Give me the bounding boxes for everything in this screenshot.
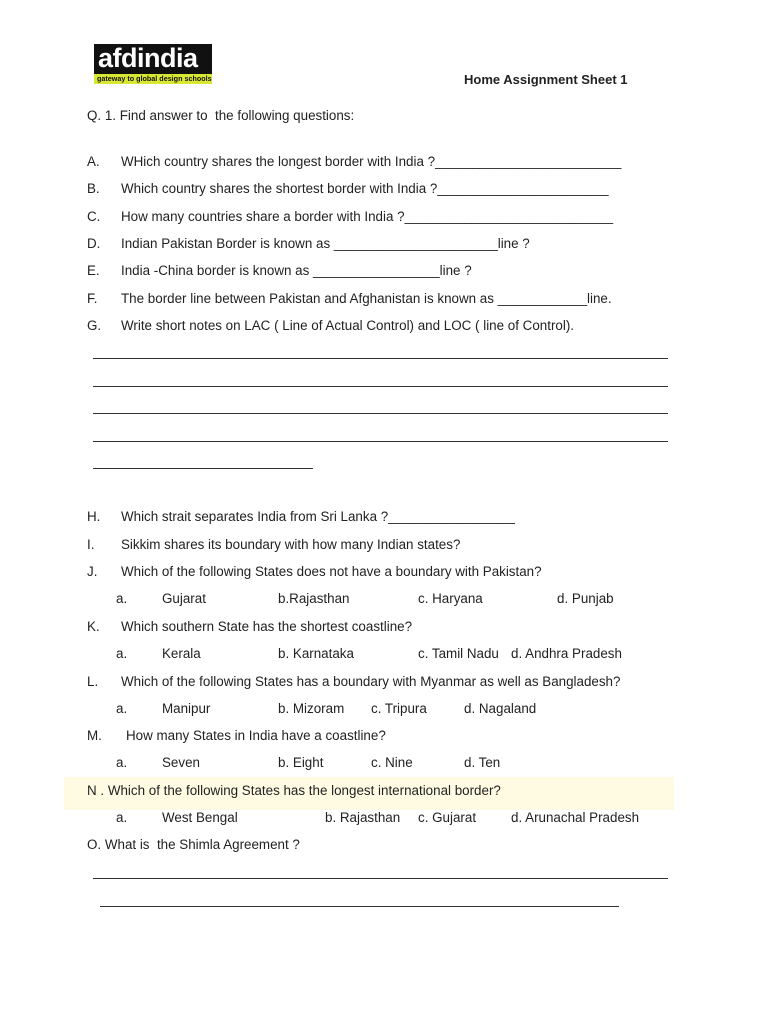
question-l-text: Which of the following States has a boundary with Myanmar as well as Bangladesh? (121, 674, 621, 689)
question-f-text: The border line between Pakistan and Afghanistan is known as ____________line. (121, 291, 612, 306)
question-a-text: WHich country shares the longest border with India ?_________________________ (121, 154, 622, 169)
question-letter: M. (87, 728, 102, 743)
question-b-text: Which country shares the shortest border with India ?_______________________ (121, 181, 609, 196)
logo-text: afdindia (98, 43, 198, 73)
question-i-text: Sikkim shares its boundary with how many Indian states? (121, 537, 461, 552)
option-label: a. (116, 701, 128, 716)
option-b[interactable]: b. Rajasthan (325, 810, 401, 825)
answer-line[interactable] (93, 386, 668, 387)
question-m-text: How many States in India have a coastline? (126, 728, 386, 743)
option-c[interactable]: c. Haryana (418, 591, 483, 606)
answer-line[interactable] (100, 906, 619, 907)
option-a[interactable]: West Bengal (162, 810, 238, 825)
question-letter: J. (87, 564, 98, 579)
option-b[interactable]: b.Rajasthan (278, 591, 350, 606)
option-a[interactable]: Seven (162, 755, 200, 770)
option-a[interactable]: Manipur (162, 701, 211, 716)
question-h-text: Which strait separates India from Sri Lanka ?_________________ (121, 509, 515, 524)
answer-line[interactable] (93, 358, 668, 359)
question-j-text: Which of the following States does not have a boundary with Pakistan? (121, 564, 542, 579)
option-label: a. (116, 755, 128, 770)
question-letter: F. (87, 291, 98, 306)
question-e-text: India -China border is known as _________________line ? (121, 263, 472, 278)
question-n-text: N . Which of the following States has the longest international border? (87, 783, 501, 798)
question-k-text: Which southern State has the shortest coastline? (121, 619, 413, 634)
question-letter: C. (87, 209, 101, 224)
question-letter: E. (87, 263, 100, 278)
option-d[interactable]: d. Arunachal Pradesh (511, 810, 640, 825)
question-c-text: How many countries share a border with India ?____________________________ (121, 209, 614, 224)
question-letter: L. (87, 674, 99, 689)
option-b[interactable]: b. Eight (278, 755, 324, 770)
answer-line[interactable] (93, 878, 668, 879)
option-d[interactable]: d. Ten (464, 755, 501, 770)
option-d[interactable]: d. Andhra Pradesh (511, 646, 622, 661)
option-c[interactable]: c. Gujarat (418, 810, 477, 825)
option-b[interactable]: b. Karnataka (278, 646, 354, 661)
question-letter: K. (87, 619, 100, 634)
question-letter: D. (87, 236, 101, 251)
option-b[interactable]: b. Mizoram (278, 701, 345, 716)
option-label: a. (116, 646, 128, 661)
question-g-text: Write short notes on LAC ( Line of Actual Control) and LOC ( line of Control). (121, 318, 575, 333)
option-label: a. (116, 810, 128, 825)
question-letter: A. (87, 154, 100, 169)
option-label: a. (116, 591, 128, 606)
answer-line[interactable] (93, 441, 668, 442)
option-d[interactable]: d. Nagaland (464, 701, 537, 716)
option-c[interactable]: c. Tripura (371, 701, 427, 716)
question-letter: B. (87, 181, 100, 196)
option-a[interactable]: Gujarat (162, 591, 206, 606)
page-title: Home Assignment Sheet 1 (464, 72, 628, 87)
option-a[interactable]: Kerala (162, 646, 201, 661)
answer-line[interactable] (93, 468, 313, 469)
question-letter: I. (87, 537, 95, 552)
question-letter: H. (87, 509, 101, 524)
option-c[interactable]: c. Tamil Nadu (418, 646, 499, 661)
answer-line[interactable] (93, 413, 668, 414)
intro-text: Q. 1. Find answer to the following questions: (87, 108, 355, 123)
option-d[interactable]: d. Punjab (557, 591, 614, 606)
logo-tagline: gateway to global design schools (97, 74, 212, 83)
afdindia-logo (94, 44, 212, 84)
question-o-text: O. What is the Shimla Agreement ? (87, 837, 300, 852)
question-letter: G. (87, 318, 102, 333)
option-c[interactable]: c. Nine (371, 755, 413, 770)
question-d-text: Indian Pakistan Border is known as ______________________line ? (121, 236, 530, 251)
